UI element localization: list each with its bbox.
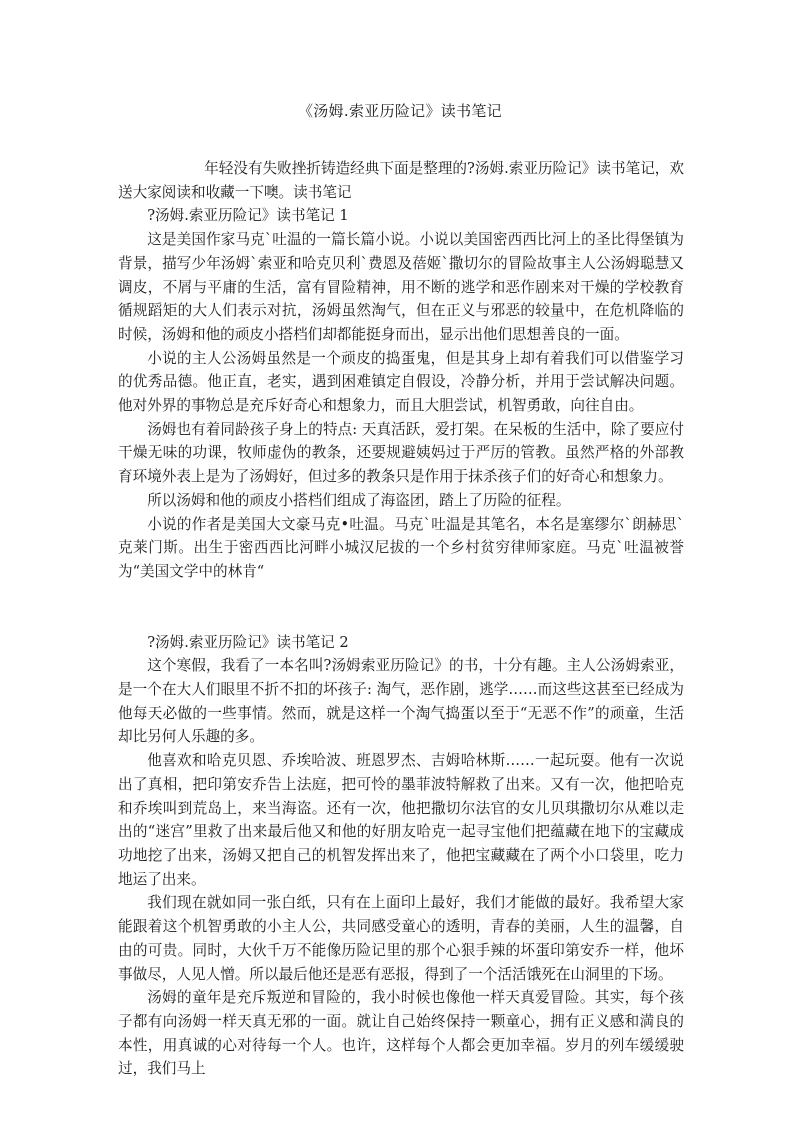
section-1-paragraph: 这是美国作家马克`吐温的一篇长篇小说。小说以美国密西西比河上的圣比得堡镇为背景，描写少年汤姆`索亚和哈克贝利`费恩及蓓姬`撒切尔的冒险故事主人公汤姆聪慧又调皮，不屑与平庸的生活，富有冒险精神，用不断的逃学和恶作剧来对干燥的学校教育循规蹈矩的大人们表示对抗，汤姆虽然淘气，但在正义与邪恶的较量中，在危机降临的时候，汤姆和他的顽皮小搭档们却都能挺身而出，显示出他们思想善良的一面。 <box>118 231 684 343</box>
document-title: 《汤姆.索亚历险记》读书笔记 <box>298 102 502 120</box>
section-1-paragraph: 小说的作者是美国大文豪马克•吐温。马克`吐温是其笔名，本名是塞缪尔`朗赫思`克莱门斯。出生于密西西比河畔小城汉尼拔的一个乡村贫穷律师家庭。马克`吐温被誉为“美国文学中的林肯“ <box>118 515 684 580</box>
section-2-heading: ?汤姆.索亚历险记》读书笔记 2 <box>147 633 349 651</box>
section-1-paragraph: 所以汤姆和他的顽皮小搭档们组成了海盗团，踏上了历险的征程。 <box>147 491 571 509</box>
document-body <box>118 157 684 1081</box>
section-2-paragraph: 这个寒假，我看了一本名叫?汤姆索亚历险记》的书，十分有趣。主人公汤姆索亚，是一个在大人们眼里不折不扣的坏孩子: 淘气，恶作剧，逃学……而这些这甚至已经成为他每天必做的一些事情。然而，就是这样一个淘气捣蛋以至于“无恶不作”的顽童，生活却比另何人乐趣的多。 <box>118 657 684 746</box>
section-1-paragraph: 汤姆也有着同龄孩子身上的特点: 天真活跃，爱打架。在呆板的生活中，除了要应付干燥无味的功课，牧师虚伪的教条，还要规避姨妈过于严厉的管教。虽然严格的外部教育环境外表上是为了汤姆好，但过多的教条只是作用于抹杀孩子们的好奇心和想象力。 <box>118 420 684 486</box>
intro-paragraph: 年轻没有失败挫折铸造经典下面是整理的?汤姆.索亚历险记》读书笔记，欢送大家阅读和收藏一下噢。读书笔记 <box>118 160 684 201</box>
section-1-paragraph: 小说的主人公汤姆虽然是一个顽皮的捣蛋鬼，但是其身上却有着我们可以借鉴学习的优秀品德。他正直，老实，遇到困难镇定自假设，冷静分析，并用于尝试解决问题。他对外界的事物总是充斥好奇心和想象力，而且大胆尝试，机智勇敢，向往自由。 <box>118 349 684 415</box>
section-1-heading: ?汤姆.索亚历险记》读书笔记 1 <box>147 207 349 225</box>
section-2-paragraph: 我们现在就如同一张白纸，只有在上面印上最好，我们才能做的最好。我希望大家能跟着这个机智勇敢的小主人公，共同感受童心的透明，青春的美丽，人生的温馨，自由的可贵。同时，大伙千万不能像历险记里的那个心狠手辣的坏蛋印第安乔一样，他坏事做尽，人见人憎。所以最后他还是恶有恶报，得到了一个活活饿死在山洞里的下场。 <box>118 894 684 983</box>
section-2-paragraph: 他喜欢和哈克贝恩、乔埃哈波、班恩罗杰、吉姆哈林斯……一起玩耍。他有一次说出了真相，把印第安乔告上法庭，把可怜的墨菲波特解救了出来。又有一次，他把哈克和乔埃叫到荒岛上，来当海盗。还有一次，他把撒切尔法官的女儿贝琪撒切尔从难以走出的“迷宫”里救了出来最后他又和他的好朋友哈克一起寻宝他们把蕴藏在地下的宝藏成功地挖了出来，汤姆又把自己的机智发挥出来了，他把宝藏藏在了两个小口袋里，吃力地运了出来。 <box>118 752 684 888</box>
section-2-paragraph: 汤姆的童年是充斥叛逆和冒险的，我小时候也像他一样天真爱冒险。其实，每个孩子都有向汤姆一样天真无邪的一面。就让自己始终保持一颗童心，拥有正义感和満良的本性，用真诚的心对待每一个人。也许，这样每个人都会更加幸福。岁月的列车缓缓驶过，我们马上 <box>118 989 684 1078</box>
